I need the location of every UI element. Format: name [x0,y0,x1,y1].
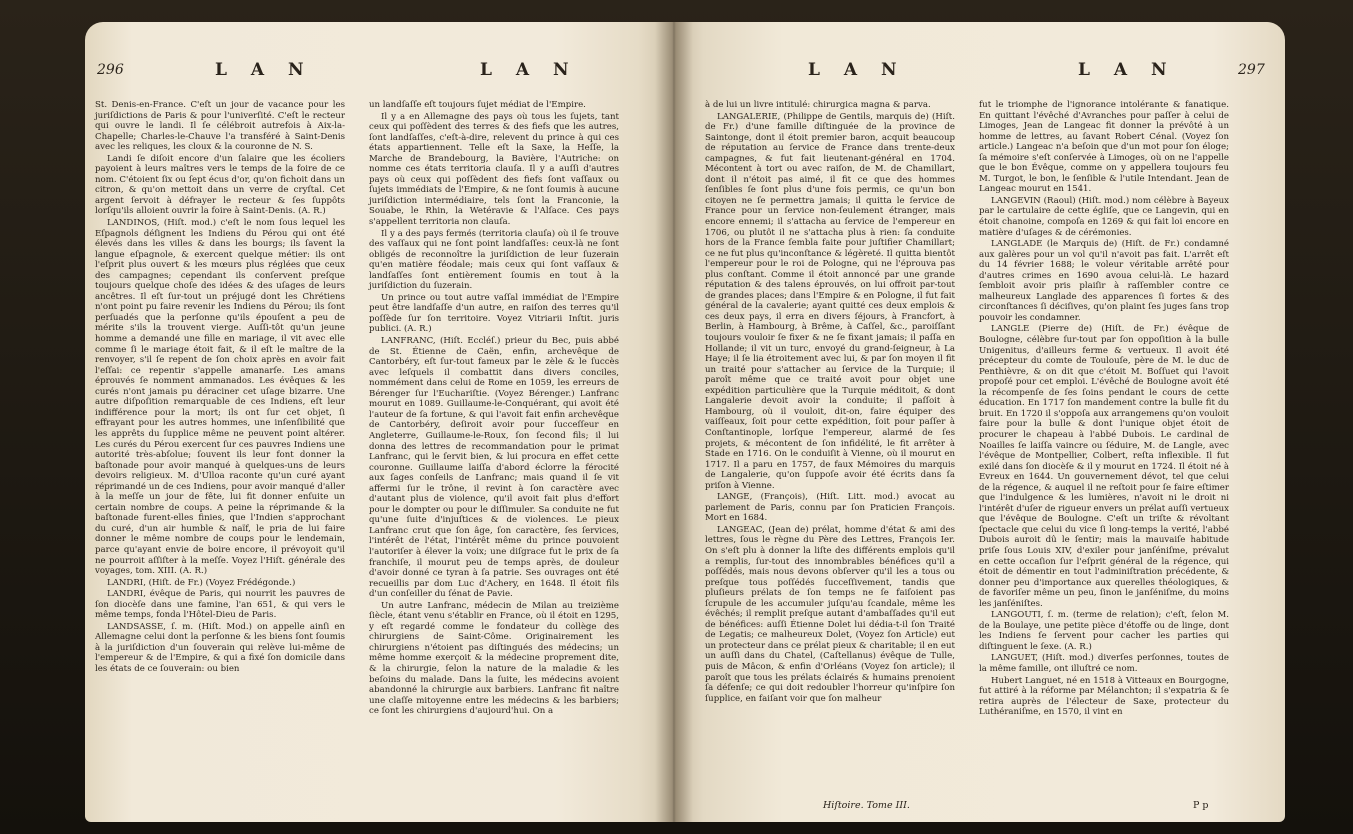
right-page [673,22,1285,822]
page-number: 297 [1238,62,1265,78]
paragraph: à de lui un livre intitulé: chirurgica magna & parva. [705,100,931,110]
running-headword: L A N [808,60,906,80]
dictionary-entry: LANGE, (François), (Hiſt. Litt. mod.) avocat au parlement de Paris, connu par ſon Praticien François. Mort en 1684. [705,492,955,524]
left-page [85,22,673,822]
paragraph: St. Denis-en-France. C'eſt un jour de vacance pour les juriſdictions de Paris & pour l'univerſité. C'eſt le recteur qui ouvre le landi. Il ſe célébroit autrefois à Aix-la-Chapelle; Charles-le-Chauve l'a transféré à Saint-Denis avec les reliques, les cloux & la couronne de N. S. [95,100,345,153]
dictionary-entry: LANDRI, évêque de Paris, qui nourrit les pauvres de ſon diocèſe dans une famine, l'an 651, & qui vers le même temps, fonda l'Hôtel-Dieu de Paris. [95,589,345,621]
dictionary-entry: LANFRANC, (Hiſt. Eccléſ.) prieur du Bec, puis abbé de St. Étienne de Caën, enfin, archevêque de Cantorbéry, eſt ſur-tout fameux par le zèle & le ſuccès avec leſquels il combattit dans divers conciles, nommément dans celui de Rome en 1059, les erreurs de Bérenger ſur l'Euchariſtie. (Voyez Bérenger.) Lanfranc mourut en 1089. Guillaume-le-Conquérant, qui avoit été l'auteur de ſa fortune, & qui l'avoit fait enfin archevêque de Cantorbéry, deſiroit avoir pour ſucceſſeur en Angleterre, Guillaume-le-Roux, ſon ſecond fils; il lui donna des lettres de recommandation pour le primat Lanfranc, qui le ſervit bien, & lui procura en effet cette couronne. Guillaume laiſſa d'abord éclorre la férocité aux ſages conſeils de Lanfranc; mais quand il ſe vit affermi ſur le trône, il revint à ſon caractère avec d'autant plus de violence, qu'il avoit fait plus d'effort pour le dompter ou pour le diſſimuler. Sa conduite ne fut qu'une ſuite d'injuſtices & de violences. Le pieux Lanfranc crut que ſon âge, ſon caractère, ſes ſervices, l'intérêt de l'état, l'intérêt même du prince pouvoient l'autoriſer à élever la voix; une diſgrace fut le prix de ſa franchiſe, il mourut peu de temps après, de douleur d'avoir donné ce tyran à ſa patrie. Ses ouvrages ont été recueillis par dom Luc d'Achery, en 1648. Il étoit fils d'un conſeiller du ſénat de Pavie. [369,336,619,600]
dictionary-entry: LANGALERIE, (Philippe de Gentils, marquis de) (Hiſt. de Fr.) d'une famille diſtinguée de la province de Saintonge, dont il étoit premier baron, acquit beaucoup de réputation au ſervice de France dans trente-deux campagnes, & fut fait lieutenant-général en 1704. Mécontent à tort ou avec raiſon, de M. de Chamillart, dont il n'étoit pas aimé, il fit ce que des hommes ſenſibles ſe ſont plus d'une fois permis, ce qu'un bon citoyen ne ſe permettra jamais; il quitta le ſervice de France pour un ſervice non-ſeulement étranger, mais encore ennemi; il s'attacha au ſervice de l'empereur en 1706, ou plutôt il ne s'attacha plus à rien: ſa conduite hors de la France ſembla faite pour juſtifier Chamillart; ce ne fut plus qu'inconſtance & légèreté. Il quitta bientôt l'empereur pour le roi de Pologne, qui ne l'éprouva pas plus conſtant. Comme il étoit annoncé par une grande réputation & des talens éprouvés, on lui offroit par-tout de grandes places; dans l'Empire & en Pologne, il fut fait général de la cavalerie; ayant quitté ces deux emplois & ces deux pays, il erra en divers ſéjours, à Francfort, à Berlin, à Hambourg, à Brême, à Caſſel, &c., paroiſſant toujours vouloir ſe fixer & ne ſe fixant jamais; il paſſa en Hollande; il vit un turc, envoyé du grand-ſeigneur, à La Haye; il ſe lia étroitement avec lui, & par ſon moyen il fit un traité pour s'attacher au ſervice de la Turquie; il paroît même que ce traité avoit pour objet une expédition particulière que la Turquie méditoit, & dont Langalerie devoit avoir la conduite; il paſſoit à Hambourg, où il vouloit, dit-on, faire équiper des vaiſſeaux, ſoit pour cette expédition, ſoit pour paſſer à Conſtantinople, lorſque l'empereur, alarmé de ſes projets, & mécontent de ſon infidélité, le fit arrêter à Stade en 1716. On le conduiſit à Vienne, où il mourut en 1717. Il a paru en 1757, de faux Mémoires du marquis de Langalerie, qu'on ſuppoſe avoir été écrits dans ſa priſon à Vienne. [705,111,955,491]
running-headword: L A N [480,60,578,80]
paragraph: fut le triomphe de l'ignorance intolérante & fanatique. En quittant l'évêché d'Avranches pour paſſer à celui de Limoges, Jean de Langeac fit donner la prévôté à un homme de lettres, au ſavant Robert Cénal. (Voyez ſon article.) Langeac n'a beſoin que d'un mot pour ſon éloge; ſa mémoire s'eſt conſervée à Limoges, où on ne l'appelle que le bon Évêque, comme on y appellera toujours feu M. Turgot, le bon, le ſenſible & l'utile Intendant. Jean de Langeac mourut en 1541. [979,100,1229,195]
dictionary-entry: LANDRI, (Hiſt. de Fr.) (Voyez Frédégonde.) [107,577,296,588]
paragraph: Il y a des pays fermés (territoria clauſa) où il ſe trouve des vaſſaux qui ne ſont point landſaſſes: ceux-là ne ſont obligés de reconnoître la juriſdiction de leur ſuzerain qu'en matière féodale; mais ceux qui ſont vaſſaux & landſaſſes ſont entièrement ſoumis en tout à la juriſdiction du ſuzerain. [369,228,619,292]
paragraph: Il y a en Allemagne des pays où tous les ſujets, tant ceux qui poſſèdent des terres & des fiefs que les autres, ſont landſaſſes, c'eſt-à-dire, relevent du prince à qui ces états appartiennent. Telle eſt la Saxe, la Heſſe, la Marche de Brandebourg, la Bavière, l'Autriche: on nomme ces états territoria clauſa. Il y a auſſi d'autres pays où ceux qui poſſèdent des fiefs ſont vaſſaux ou ſujets immédiats de l'Empire, & ne ſont ſoumis à aucune juriſdiction intermédiaire, tels ſont la Franconie, la Souabe, le Rhin, la Wetéravie & l'Alſace. Ces pays s'appellent territoria non clauſa. [369,111,619,228]
paragraph: un landſaſſe eſt toujours ſujet médiat de l'Empire. [369,100,586,110]
dictionary-entry: LANGUET, (Hiſt. mod.) diverſes perſonnes, toutes de la même famille, ont illuſtré ce nom. [979,653,1229,674]
dictionary-entry: LANGLADE (le Marquis de) (Hiſt. de Fr.) condamné aux galères pour un vol qu'il n'avoit pas fait. L'arrêt eſt du 14 février 1688; le voleur véritable arrêté pour d'autres crimes en 1690 avoua celui-là. Le hazard ſembloit avoir pris plaiſir à raſſembler contre ce malheureux Langlade des apparences ſi fortes & des circonſtances ſi déciſives, qu'on plaint ſes juges ſans trop pouvoir les condamner. [979,239,1229,323]
text-column-1 [95,100,345,675]
page-header [85,60,673,86]
page-header [673,60,1285,86]
paragraph: Hubert Languet, né en 1518 à Vitteaux en Bourgogne, fut attiré à la réforme par Mélanchton; il s'expatria & ſe retira auprès de l'électeur de Saxe, protecteur du Luthéraniſme, en 1570, il vint en [979,675,1229,718]
dictionary-entry: LANDINOS, (Hiſt. mod.) c'eſt le nom ſous lequel les Eſpagnols déſignent les Indiens du Pérou qui ont été élevés dans les villes & dans les bourgs; ils ſavent la langue eſpagnole, & exercent quelque métier: ils ont l'eſprit plus ouvert & les mœurs plus réglées que ceux des campagnes; cependant ils conſervent preſque toujours quelque choſe des idées & des uſages de leurs ancêtres. Il eſt ſur-tout un préjugé dont les Chrétiens n'ont point pu faire revenir les Indiens du Pérou; ils ſont perſuadés que la perſonne qu'ils épouſent a peu de mérite s'ils la trouvent vierge. Auſſi-tôt qu'un jeune homme a demandé une fille en mariage, il vit avec elle comme ſi le mariage étoit fait, & il eſt le maître de la renvoyer, s'il ſe repent de ſon choix après en avoir fait l'eſſai: ce repentir s'appelle amanarſe. Les amans éprouvés ſe nomment ammanados. Les évêques & les curés n'ont jamais pu déraciner cet uſage bizarre. Une autre diſpoſition remarquable de ces Indiens, eſt leur indifférence pour la mort; ils ont ſur cet objet, ſi effrayant pour les autres hommes, une inſenſibilité que les apprêts du ſupplice même ne peuvent point altérer. Les curés du Pérou exercent ſur ces pauvres Indiens une autorité très-abſolue; ſouvent ils leur font donner la baſtonade pour avoir manqué à quelques-uns de leurs devoirs religieux. M. d'Ulloa raconte qu'un curé ayant réprimandé un de ces Indiens, pour avoir manqué d'aller à la meſſe un jour de fête, lui fit donner enſuite un certain nombre de coups. A peine la réprimande & la baſtonade furent-elles finies, que l'Indien s'approchant du curé, d'un air humble & naïf, le pria de lui faire donner le même nombre de coups pour le lendemain, parce qu'ayant envie de boire encore, il prévoyoit qu'il ne pourroit aſſiſter à la meſſe. Voyez l'Hiſt. générale des voyages, tom. XIII. (A. R.) [95,218,345,577]
footer-signature: P p [1193,800,1209,811]
page-number: 296 [97,62,124,78]
dictionary-entry: LANGOUTI, ſ. m. (terme de relation); c'eſt, ſelon M. de la Boulaye, une petite pièce d'étoffe ou de linge, dont les Indiens ſe ſervent pour cacher les parties qui diſtinguent le ſexe. (A. R.) [979,610,1229,652]
dictionary-entry: LANDSASSE, ſ. m. (Hiſt. Mod.) on appelle ainſi en Allemagne celui dont la perſonne & les biens ſont ſoumis à la juriſdiction d'un ſouverain qui relève lui-même de l'empereur & de l'Empire, & qui a fixé ſon domicile dans les états de ce ſouverain: ou bien [95,621,345,674]
text-column-2 [369,100,619,717]
paragraph: Un prince ou tout autre vaſſal immédiat de l'Empire peut être landſaſſe d'un autre, en raiſon des terres qu'il poſſède ſur ſon territoire. Voyez Vitriarii Inſtit. juris publici. (A. R.) [369,292,619,335]
dictionary-entry: LANGEVIN (Raoul) (Hiſt. mod.) nom célèbre à Bayeux par le cartulaire de cette égliſe, que ce Langevin, qui en étoit chanoine, compoſa en 1269 & qui fait loi encore en matière d'uſages & de cérémonies. [979,195,1229,238]
text-column-1 [705,100,955,704]
paragraph: Un autre Lanfranc, médecin de Milan au treizième ſiècle, étant venu s'établir en France, où il étoit en 1295, y eſt regardé comme le fondateur du collège des chirurgiens de Saint-Côme. Originairement les chirurgiens n'étoient pas diſtingués des médecins; un même homme exerçoit & la médecine proprement dite, & la chirurgie, ſelon la nature de la maladie & les beſoins du malade. Dans la ſuite, les médecins avoient abandonné la chirurgie aux barbiers. Lanfranc fit naître une claſſe mitoyenne entre les médecins & les barbiers; ce ſont les chirurgiens d'aujourd'hui. On a [369,600,619,717]
paragraph: Landi ſe diſoit encore d'un ſalaire que les écoliers payoient à leurs maîtres vers le temps de la foire de ce nom. C'étoient ſix ou ſept écus d'or, qu'on fichoit dans un citron, & qu'on mettoit dans un verre de cryſtal. Cet argent ſervoit à défrayer le recteur & ſes ſuppôts lorſqu'ils alloient ouvrir la foire à Saint-Denis. (A. R.) [95,153,345,217]
dictionary-entry: LANGLE (Pierre de) (Hiſt. de Fr.) évêque de Boulogne, célèbre ſur-tout par ſon oppoſition à la bulle Unigenitus, d'ailleurs ferme & vertueux. Il avoit été précepteur du comte de Toulouſe, père de M. le duc de Penthièvre, & on dit que c'étoit M. Boſſuet qui l'avoit propoſé pour cet emploi. L'évêché de Boulogne avoit été la récompenſe de ſes ſoins pendant le cours de cette éducation. En 1717 ſon mandement contre la bulle fit du bruit. En 1720 il s'oppoſa aux arrangemens qu'on vouloit faire pour la bulle & dont l'unique objet étoit de procurer le chapeau à l'abbé Dubois. Le cardinal de Noailles ſe laiſſa vaincre ou ſéduire, M. de Langle, avec l'évêque de Montpellier, Colbert, reſta inflexible. Il fut exilé dans ſon diocèſe & il y mourut en 1724. Il étoit né à Evreux en 1644. Un gouvernement dévot, tel que celui de la régence, & auquel il ne reſtoit pour ſe faire eſtimer que l'indulgence & les lumières, n'avoit ni le droit ni l'intérêt d'uſer de rigueur envers un prélat auſſi vertueux que l'évêque de Boulogne. C'eſt un triſte & révoltant ſpectacle que celui du vice ſi long-temps la verité, l'abbé Dubois auroit dû le ſentir; mais la mauvaiſe habitude priſe ſous Louis XIV, d'exiler pour janſéniſme, prévalut en cette occaſion ſur l'eſprit général de la régence, qui étoit de démentir en tout l'adminiſtration précédente, & donner peu d'importance aux querelles théologiques, & de favoriſer même un peu, ſinon le janſéniſme, du moins les janſéniſtes. [979,324,1229,609]
dictionary-entry: LANGEAC, (Jean de) prélat, homme d'état & ami des lettres, ſous le règne du Père des Lettres, François Ier. On s'eſt plu à donner la liſte des différents emplois qu'il a remplis, ſur-tout des innombrables bénéfices qu'il a poſſédés, mais nous devons obſerver qu'il les a tous ou preſque tous poſſédés ſucceſſivement, tandis que pluſieurs prélats de ſon temps ne ſe faiſoient pas ſcrupule de les accumuler juſqu'au ſcandale, même les évêchés; il remplit preſque autant d'ambaſſades qu'il eut de bénéfices: auſſi Étienne Dolet lui dédia-t-il ſon Traité de Legatis; ce malheureux Dolet, (Voyez ſon Article) eut un protecteur dans ce prélat pieux & charitable; il en eut un auſſi dans du Chatel, (Caſtellanus) évêque de Tulle, puis de Mâcon, & enfin d'Orléans (Voyez ſon article); il paroît que tous les prélats éclairés & humains prenoient ſa défenſe; ce qui doit redoubler l'horreur qu'inſpire ſon ſupplice, en faiſant voir que ſon malheur [705,524,955,704]
running-headword: L A N [1078,60,1176,80]
footer-volume: Hiſtoire. Tome III. [823,800,910,811]
running-headword: L A N [215,60,313,80]
text-column-2 [979,100,1229,718]
